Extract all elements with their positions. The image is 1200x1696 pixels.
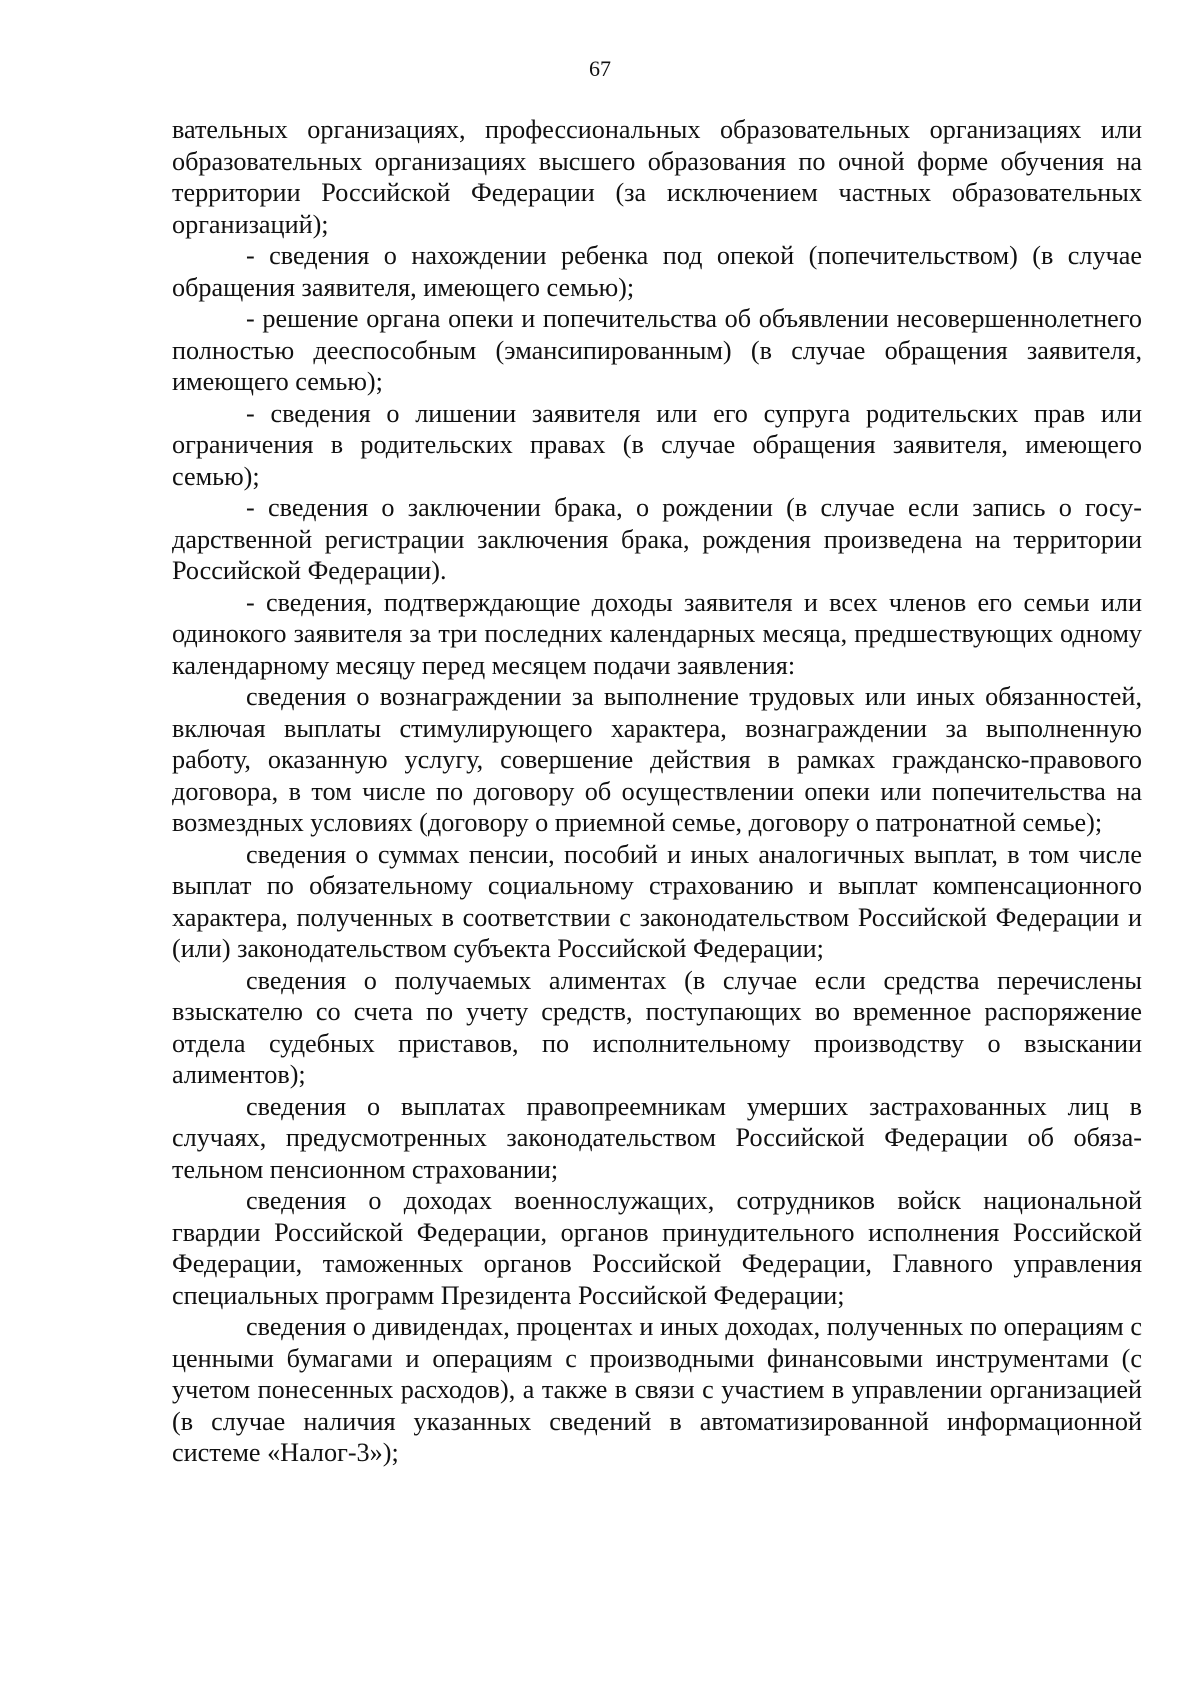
paragraph-successors: сведения о выплатах правопреемникам умерших застрахованных лиц в случаях, предусмотренных законодательством Российской Федерации об обязательном пенсионном страховании; xyxy=(172,1091,1142,1184)
paragraph-guardianship: - сведения о нахождении ребенка под опекой (попечительством) (в случае обращения заявителя, имеющего семью); xyxy=(172,241,1142,302)
body-text xyxy=(172,114,1142,1469)
page-number: 67 xyxy=(589,56,611,81)
paragraph-dividends: сведения о дивидендах, процентах и иных доходах, полученных по операциям с ценными бумагами и операциям с производными финансовыми инструментами (с учетом понесенных расходов), а также в связи с участием в управлении организацией (в случае наличия указанных сведений в автоматизированной информационной системе «Налог-3»); xyxy=(172,1312,1142,1467)
paragraph-pensions: сведения о суммах пенсии, пособий и иных аналогичных выплат, в том числе выплат по обязательному социальному страхованию и выплат компенсационного характера, полученных в соответствии с законодательством Российской Федерации и (или) законодательством субъекта Российской Федерации; xyxy=(172,839,1142,963)
paragraph-marriage-birth: - сведения о заключении брака, о рождении (в случае если запись о государственной регистрации заключения брака, рождения произведена на территории Российской Федерации). xyxy=(172,493,1142,585)
paragraph-alimony: сведения о получаемых алиментах (в случае если средства перечислены взыскателю со счета по учету средств, поступающих во временное распоряжение отдела судебных приставов, по исполнительному производству о взыскании алиментов); xyxy=(172,965,1142,1089)
paragraph-military-income: сведения о доходах военнослужащих, сотрудников войск национальной гвардии Российской Федерации, органов принудительного исполнения Российской Федерации, таможенных органов Российской Федерации, Главного управления специальных программ Президента Российской Федерации; xyxy=(172,1186,1142,1310)
paragraph-income-intro: - сведения, подтверждающие доходы заявителя и всех членов его семьи или одинокого заявителя за три последних календарных месяца, предшествующих одному календарному месяцу перед месяцем подачи заявления: xyxy=(172,587,1142,680)
paragraph-continuation: вательных организациях, профессиональных образовательных организациях или образовательных организациях высшего образования по очной форме обучения на территории Российской Федерации (за исключением частных образовательных организаций); xyxy=(172,115,1142,239)
paragraph-parental-rights: - сведения о лишении заявителя или его супруга родительских прав или ограничения в родительских правах (в случае обращения заявителя, имеющего семью); xyxy=(172,398,1142,491)
paragraph-emancipation: - решение органа опеки и попечительства об объявлении несовершеннолетнего полностью дееспособным (эмансипированным) (в случае обращения заявителя, имеющего семью); xyxy=(172,304,1142,396)
paragraph-remuneration: сведения о вознаграждении за выполнение трудовых или иных обязанностей, включая выплаты стимулирующего характера, вознаграждении за выполненную работу, оказанную услугу, совершение действия в рамках гражданско-правового договора, в том числе по договору об осуществлении опеки или попечительства на возмездных условиях (договору о приемной семье, договору о патронатной семье); xyxy=(172,682,1142,837)
